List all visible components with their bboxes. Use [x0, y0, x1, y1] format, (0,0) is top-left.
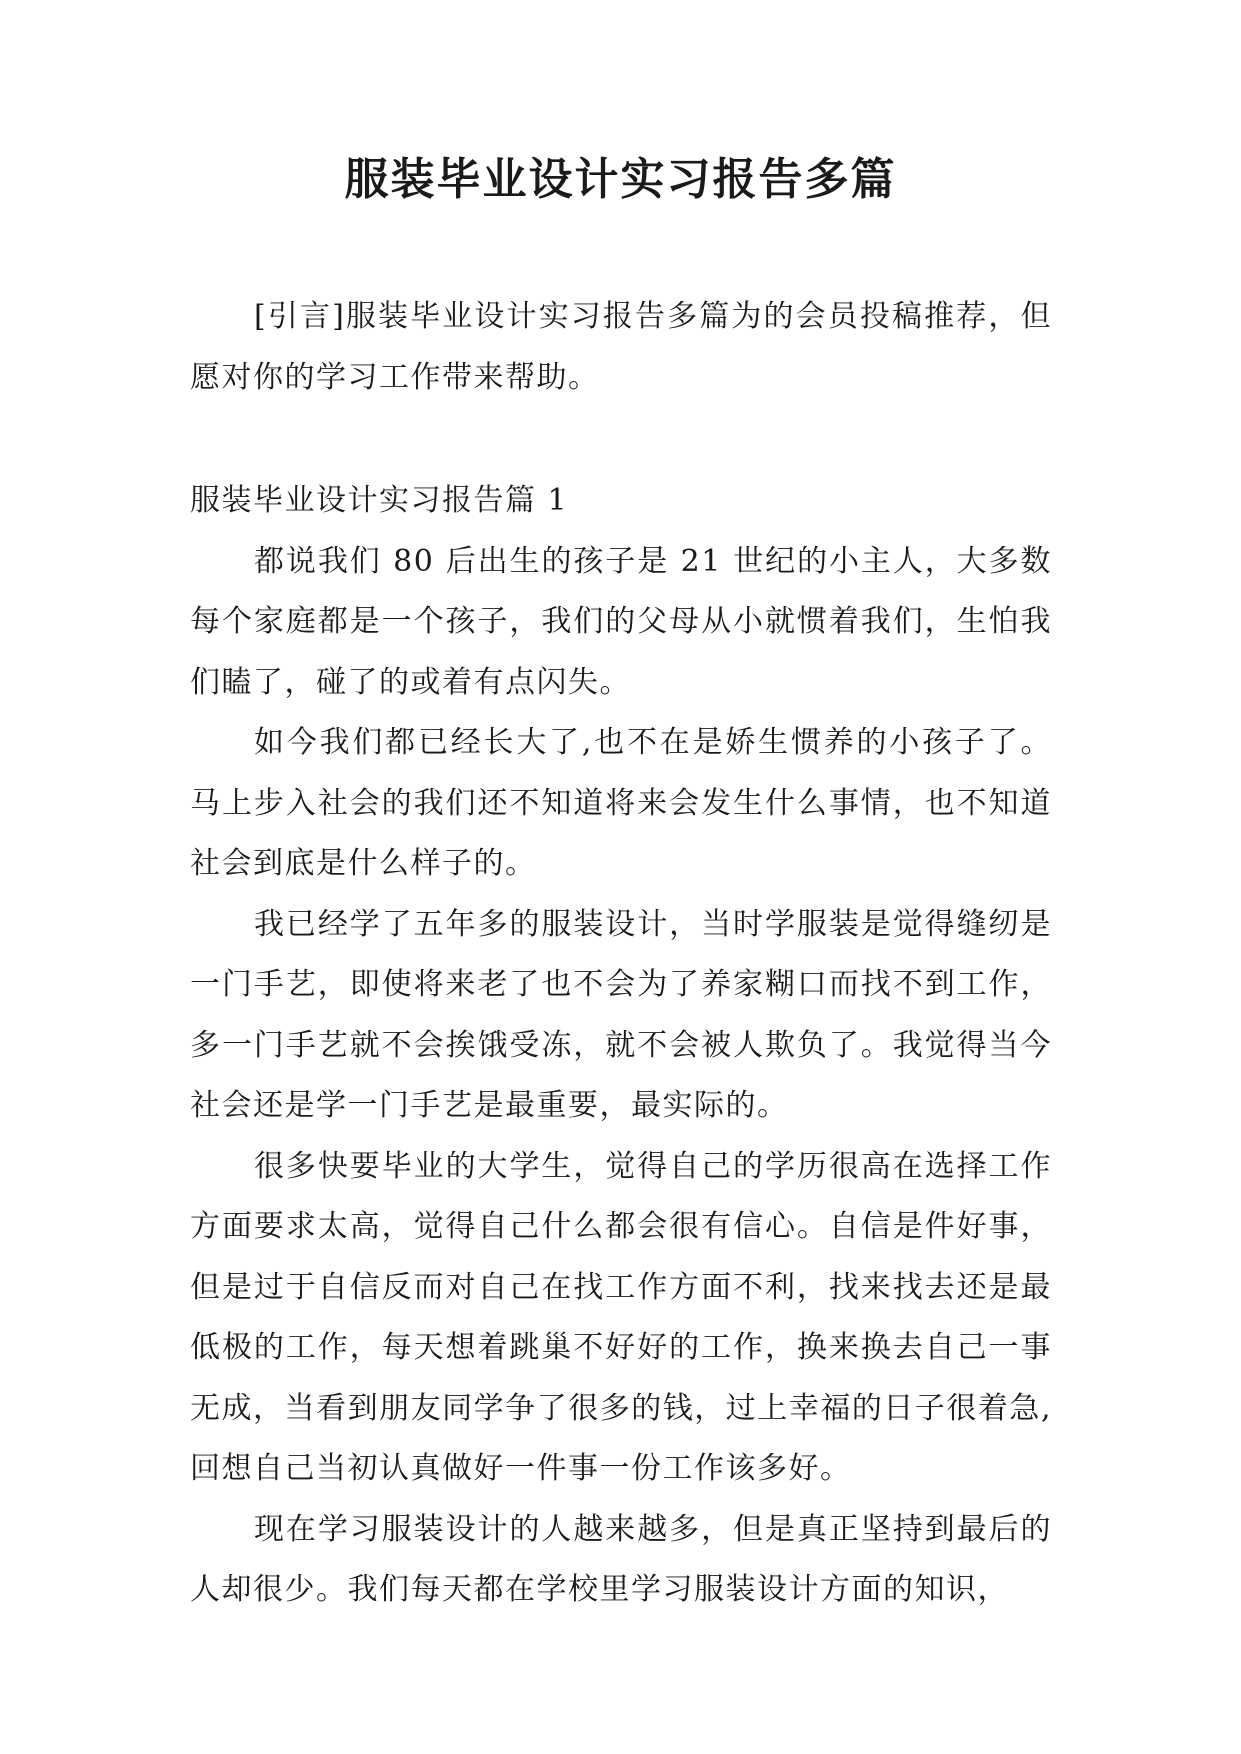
document-title: 服装毕业设计实习报告多篇: [344, 154, 897, 205]
intro-paragraph: [引言]服装毕业设计实习报告多篇为的会员投稿推荐，但愿对你的学习工作带来帮助。: [190, 299, 1052, 395]
body-paragraph-1: 都说我们 80 后出生的孩子是 21 世纪的小主人，大多数每个家庭都是一个孩子，我们的父母从小就惯着我们，生怕我们瞌了，碰了的或着有点闪失。: [190, 543, 1052, 700]
body-paragraph-5: 现在学习服装设计的人越来越多，但是真正坚持到最后的人却很少。我们每天都在学校里学习服装设计方面的知识，: [190, 1511, 1052, 1607]
body-paragraph-3: 我已经学了五年多的服装设计，当时学服装是觉得缝纫是一门手艺，即使将来老了也不会为了养家糊口而找不到工作，多一门手艺就不会挨饿受冻，就不会被人欺负了。我觉得当今社会还是学一门手艺是最重要，最实际的。: [190, 906, 1052, 1123]
body-paragraph-4: 很多快要毕业的大学生，觉得自己的学历很高在选择工作方面要求太高，觉得自己什么都会很有信心。自信是件好事，但是过于自信反而对自己在找工作方面不利，找来找去还是最低极的工作，每天想着跳巢不好好的工作，换来换去自己一事无成，当看到朋友同学争了很多的钱，过上幸福的日子很着急,回想自己当初认真做好一件事一份工作该多好。: [190, 1148, 1052, 1486]
document-body: [190, 287, 1052, 1621]
section-heading: 服装毕业设计实习报告篇 1: [190, 483, 569, 518]
body-paragraph-2: 如今我们都已经长大了,也不在是娇生惯养的小孩子了。马上步入社会的我们还不知道将来会发生什么事情，也不知道社会到底是什么样子的。: [190, 725, 1052, 881]
